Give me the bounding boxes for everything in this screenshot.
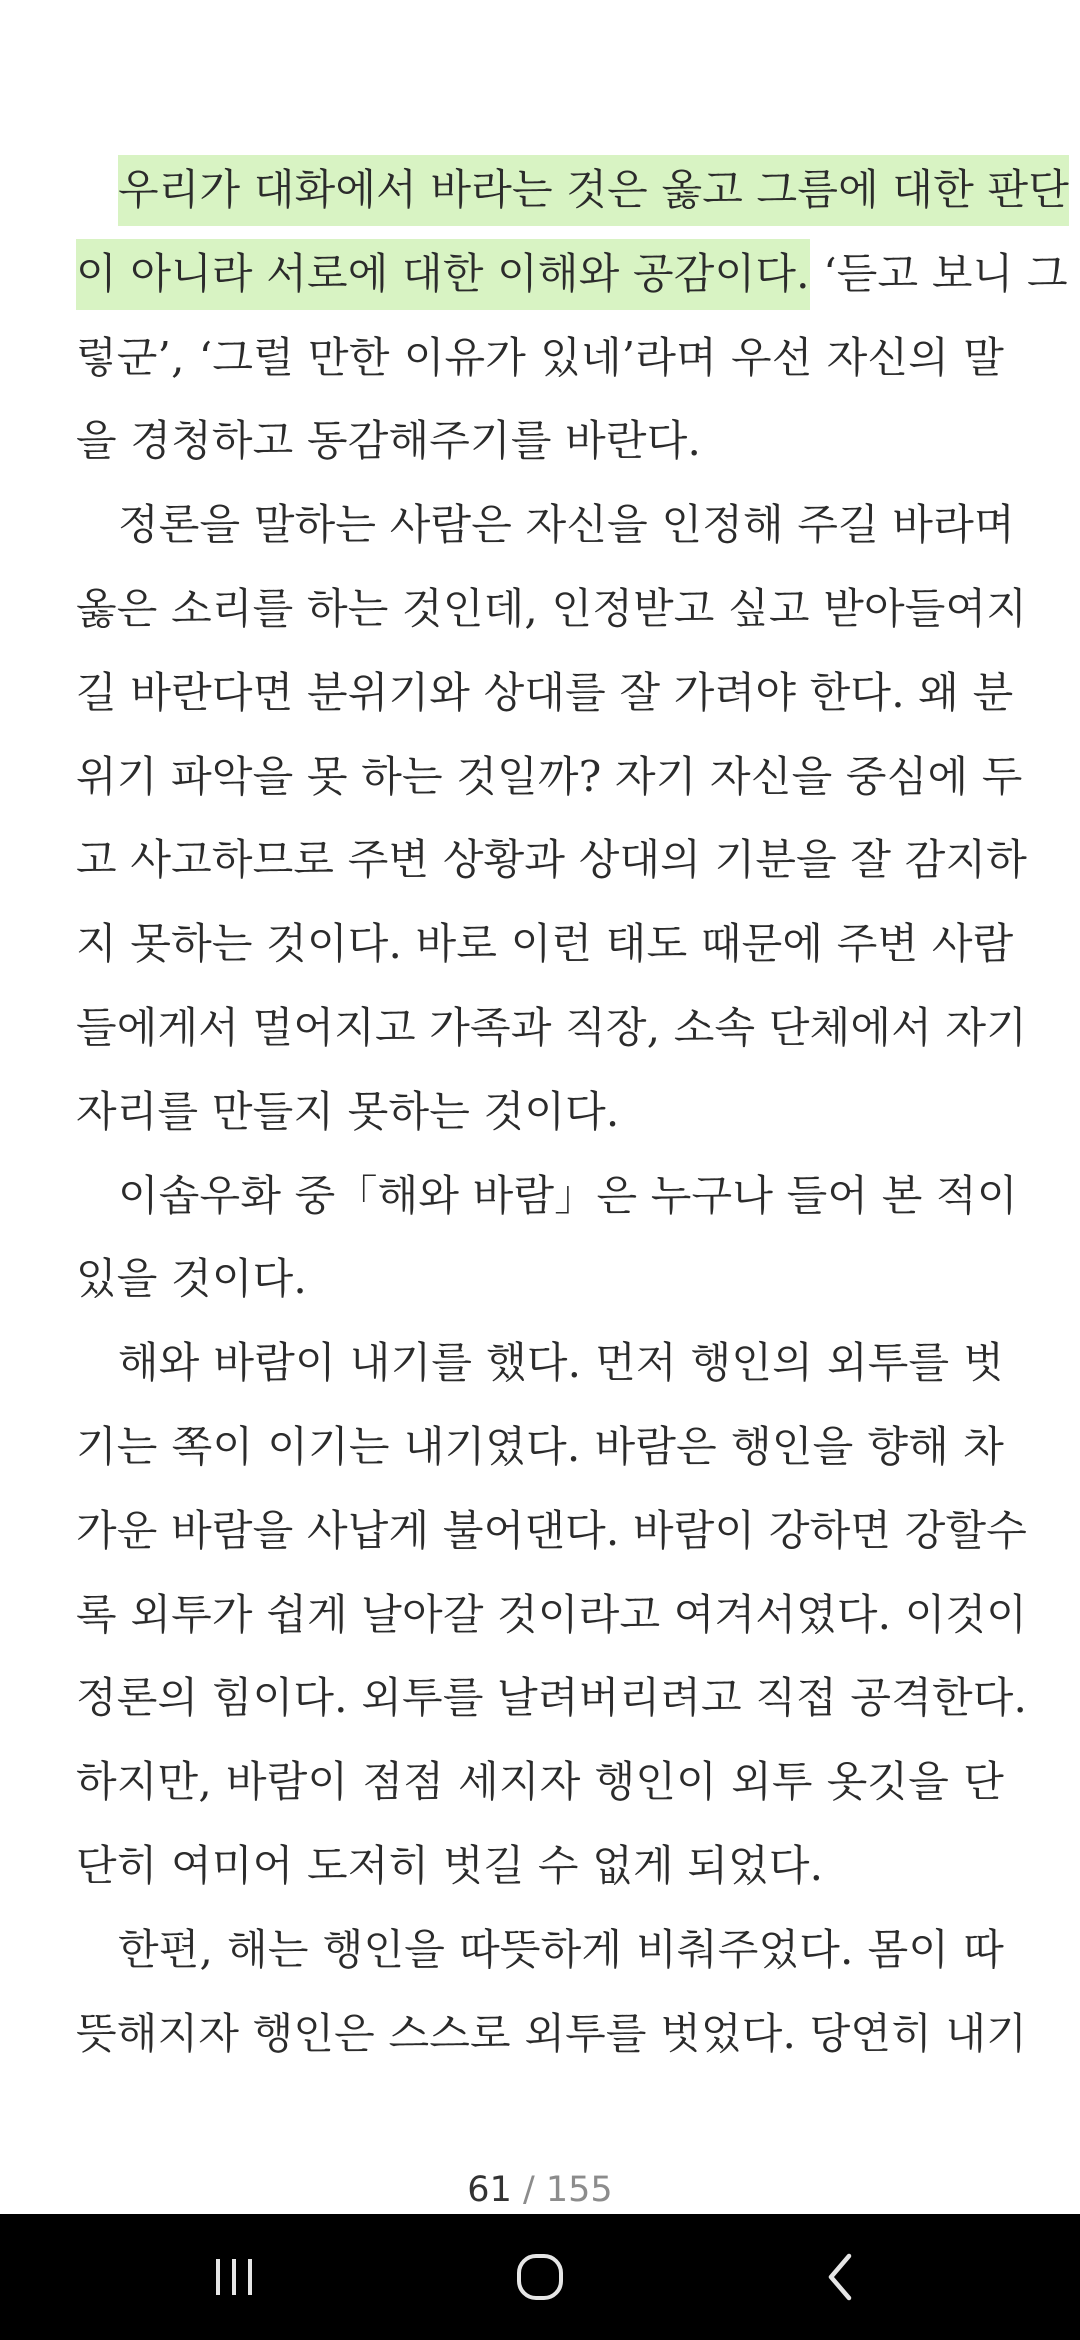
home-icon [515, 2252, 565, 2302]
text-line: 정론을 말하는 사람은 자신을 인정해 주길 바라며 [118, 500, 1015, 550]
text-line: 위기 파악을 못 하는 것일까? 자기 자신을 중심에 두 [76, 751, 1023, 801]
highlighted-text[interactable]: 우리가 대화에서 바라는 것은 옳고 그름에 대한 판단 [118, 155, 1069, 226]
system-navigation-bar [0, 2214, 1080, 2340]
back-button[interactable] [740, 2214, 940, 2340]
text-line: 길 바란다면 분위기와 상대를 잘 가려야 한다. 왜 분 [76, 667, 1014, 717]
text-line: 을 경청하고 동감해주기를 바란다. [76, 416, 702, 466]
text-line [76, 232, 1068, 316]
text-line: 이솝우화 중「해와 바람」은 누구나 들어 본 적이 [118, 1170, 1018, 1220]
text-line: 해와 바람이 내기를 했다. 먼저 행인의 외투를 벗 [118, 1338, 1004, 1388]
text-line: 정론의 힘이다. 외투를 날려버리려고 직접 공격한다. [76, 1673, 1028, 1723]
text-line: 고 사고하므로 주변 상황과 상대의 기분을 잘 감지하 [76, 835, 1028, 885]
text-line: 가운 바람을 사납게 불어댄다. 바람이 강하면 강할수 [76, 1505, 1028, 1555]
recent-apps-button[interactable] [134, 2214, 334, 2340]
text-line [76, 148, 1070, 232]
text-line: 있을 것이다. [76, 1254, 307, 1304]
text-line: 자리를 만들지 못하는 것이다. [76, 1086, 620, 1136]
recent-apps-icon [212, 2257, 256, 2297]
text-line: 하지만, 바람이 점점 세지자 행인이 외투 옷깃을 단 [76, 1757, 1004, 1807]
text-line: 록 외투가 쉽게 날아갈 것이라고 여겨서였다. 이것이 [76, 1589, 1028, 1639]
current-page-number: 61 [467, 2170, 512, 2210]
text-line: 렇군’, ‘그럴 만한 이유가 있네’라며 우선 자신의 말 [76, 332, 1004, 382]
text-line: 뜻해지자 행인은 스스로 외투를 벗었다. 당연히 내기 [76, 2008, 1028, 2058]
home-button[interactable] [440, 2214, 640, 2340]
highlighted-text[interactable]: 이 아니라 서로에 대한 이해와 공감이다. [76, 239, 810, 310]
text-fragment: ‘듣고 보니 그 [809, 248, 1068, 298]
page-text [76, 148, 1070, 2075]
back-icon [823, 2252, 857, 2302]
text-line: 들에게서 멀어지고 가족과 직장, 소속 단체에서 자기 [76, 1002, 1028, 1052]
text-line: 단히 여미어 도저히 벗길 수 없게 되었다. [76, 1840, 824, 1890]
text-line: 기는 쪽이 이기는 내기였다. 바람은 행인을 향해 차 [76, 1421, 1004, 1471]
text-line: 옳은 소리를 하는 것인데, 인정받고 싶고 받아들여지 [76, 583, 1028, 633]
page-indicator [0, 2168, 1080, 2212]
text-line: 한편, 해는 행인을 따뜻하게 비춰주었다. 몸이 따 [118, 1924, 1004, 1974]
total-pages-number: 155 [545, 2170, 613, 2210]
text-line: 지 못하는 것이다. 바로 이런 태도 때문에 주변 사람 [76, 919, 1014, 969]
page-separator: / [511, 2170, 546, 2210]
